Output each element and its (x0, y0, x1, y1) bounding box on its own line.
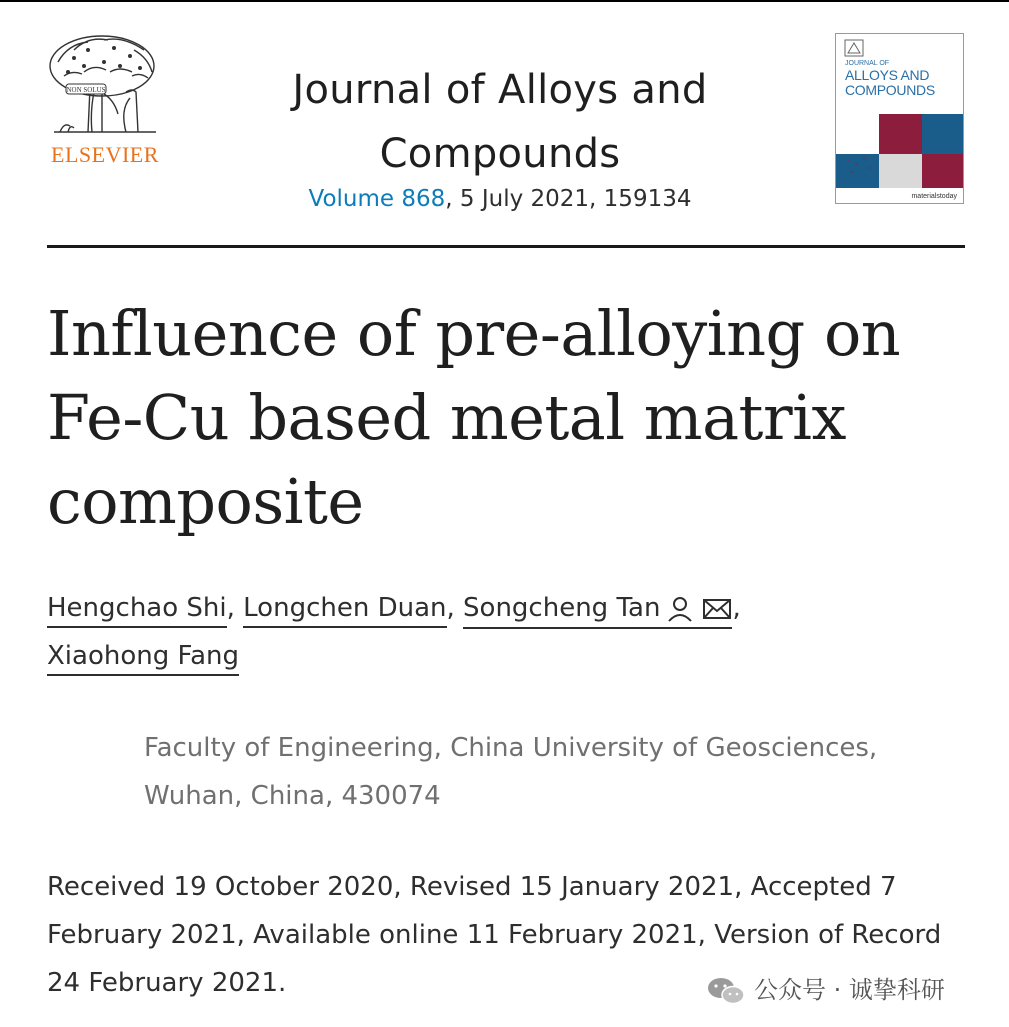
article-history-dates: Received 19 October 2020, Revised 15 January 2021, Accepted 7 February 2021, Available online 11 February 2021, Version of Record 24 February 2021. (47, 872, 942, 998)
person-icon (666, 595, 694, 623)
separator: , (732, 593, 741, 623)
author-link-corresponding[interactable] (463, 590, 732, 629)
author-name: Songcheng Tan (463, 593, 661, 623)
elsevier-logo[interactable] (44, 32, 166, 168)
cover-title-line2: COMPOUNDS (845, 82, 935, 98)
cover-title-line1: ALLOYS AND (845, 67, 930, 83)
journal-title[interactable] (230, 58, 770, 186)
envelope-icon (702, 597, 732, 621)
journal-issue-info (230, 186, 770, 212)
cover-elsevier-icon (844, 39, 864, 57)
author-link[interactable] (47, 638, 239, 676)
top-border (0, 0, 1009, 2)
wechat-icon (706, 976, 746, 1006)
author-name: Longchen Duan (243, 593, 447, 623)
separator: , (446, 593, 455, 623)
issue-details: , 5 July 2021, 159134 (445, 186, 692, 212)
elsevier-tree-icon (44, 32, 166, 140)
journal-cover-thumbnail[interactable] (835, 33, 964, 204)
author-link[interactable] (47, 590, 227, 628)
author-list (47, 584, 967, 680)
author-icons (666, 591, 732, 627)
journal-title-line2: Compounds (379, 131, 621, 177)
wechat-watermark (706, 970, 945, 1006)
cover-pattern (836, 114, 964, 194)
cover-title (845, 68, 935, 98)
article-title: Influence of pre-alloying on Fe-Cu based metal matrix composite (47, 297, 901, 538)
cover-small-text: JOURNAL OF (845, 60, 890, 67)
logo-motto: NON SOLUS (66, 86, 106, 94)
author-name: Hengchao Shi (47, 593, 227, 623)
volume-link[interactable]: Volume 868 (308, 186, 446, 212)
elsevier-wordmark: ELSEVIER (51, 142, 159, 167)
affiliation: Faculty of Engineering, China University of Geosciences, Wuhan, China, 430074 (144, 733, 878, 811)
author-link[interactable] (243, 590, 446, 628)
journal-title-line1: Journal of Alloys and (292, 67, 708, 113)
watermark-text: 公众号 · 诚挚科研 (754, 976, 945, 1004)
author-name: Xiaohong Fang (47, 641, 239, 671)
cover-footer: materialstoday (911, 193, 957, 200)
separator: , (226, 593, 235, 623)
header-divider (47, 245, 965, 248)
